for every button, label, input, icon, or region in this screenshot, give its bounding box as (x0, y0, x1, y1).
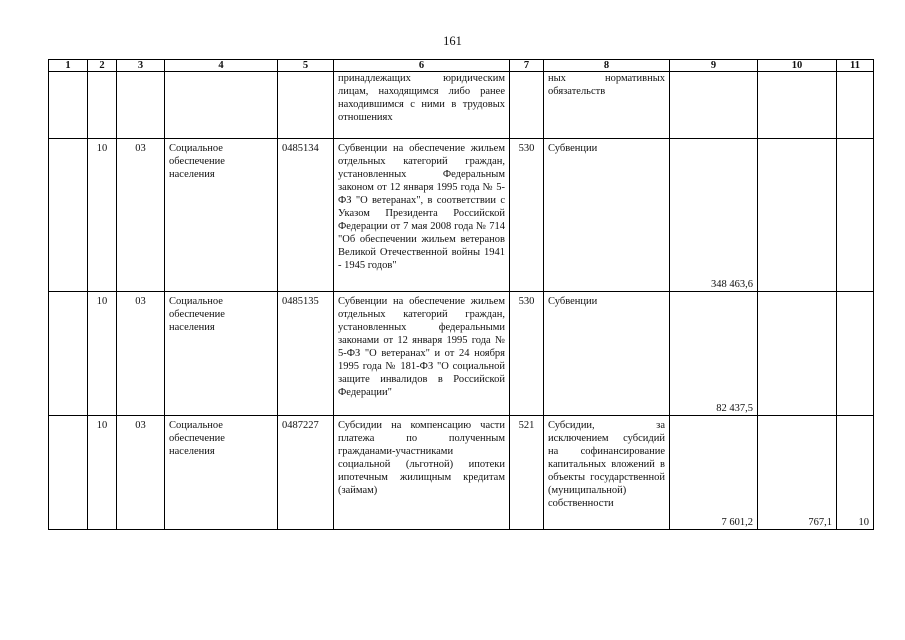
description: Субсидии на компенсацию части платежа по полученным гражданами-участниками социальной (льготной) ипотеки ипотечным жилищным кредитам (займам) (334, 416, 510, 530)
table-row (49, 292, 874, 416)
section-name: Социальное обеспечение населения (165, 416, 278, 530)
col-header-10: 10 (758, 60, 837, 72)
budget-table (48, 59, 874, 530)
col-header-9: 9 (670, 60, 758, 72)
expense-type-code: 530 (510, 139, 544, 292)
page-number: 161 (443, 34, 462, 48)
col-header-8: 8 (544, 60, 670, 72)
col-header-2: 2 (88, 60, 117, 72)
amount-col11: 10 (837, 416, 874, 530)
amount-col9: 348 463,6 (670, 139, 758, 292)
amount-col10 (758, 139, 837, 292)
continuation-description: принадлежащих юридическим лицам, находящимся либо ранее находившимся с ними в трудовых отношениях (334, 72, 510, 139)
section-code: 10 (88, 139, 117, 292)
subsection-code: 03 (117, 292, 165, 416)
expense-type: Субвенции (544, 139, 670, 292)
section-code: 10 (88, 292, 117, 416)
col-header-1: 1 (49, 60, 88, 72)
expense-type: Субсидии, за исключением субсидий на софинансирование капитальных вложений в объекты государственной (муниципальной) собственности (544, 416, 670, 530)
expense-type-code: 521 (510, 416, 544, 530)
description: Субвенции на обеспечение жильем отдельных категорий граждан, установленных федеральными законами от 12 января 1995 года № 5-ФЗ "О ветеранах" и от 24 ноября 1995 года № 181-ФЗ "О социальной защите инвалидов в Российской Федерации" (334, 292, 510, 416)
table-row (49, 139, 874, 292)
section-name: Социальное обеспечение населения (165, 139, 278, 292)
subsection-code: 03 (117, 416, 165, 530)
section-name: Социальное обеспечение населения (165, 292, 278, 416)
col-header-11: 11 (837, 60, 874, 72)
expense-type-code: 530 (510, 292, 544, 416)
description: Субвенции на обеспечение жильем отдельных категорий граждан, установленных Федеральным законом от 12 января 1995 года № 5-ФЗ "О ветеранах", в соответствии с Указом Президента Российской Федерации от 7 мая 2008 года № 714 "Об обеспечении жильем ветеранов Великой Отечественной войны 1941 - 1945 годов" (334, 139, 510, 292)
target-article-code: 0485135 (278, 292, 334, 416)
continuation-row (49, 72, 874, 139)
amount-col9: 82 437,5 (670, 292, 758, 416)
target-article-code: 0487227 (278, 416, 334, 530)
target-article-code: 0485134 (278, 139, 334, 292)
amount-col11 (837, 139, 874, 292)
section-code: 10 (88, 416, 117, 530)
col-header-3: 3 (117, 60, 165, 72)
col-header-5: 5 (278, 60, 334, 72)
header-row (49, 60, 874, 72)
amount-col10 (758, 292, 837, 416)
expense-type: Субвенции (544, 292, 670, 416)
amount-col10: 767,1 (758, 416, 837, 530)
col-header-6: 6 (334, 60, 510, 72)
table-row (49, 416, 874, 530)
amount-col11 (837, 292, 874, 416)
col-header-4: 4 (165, 60, 278, 72)
subsection-code: 03 (117, 139, 165, 292)
amount-col9: 7 601,2 (670, 416, 758, 530)
continuation-expense-type: ных нормативных обязательств (544, 72, 670, 139)
col-header-7: 7 (510, 60, 544, 72)
